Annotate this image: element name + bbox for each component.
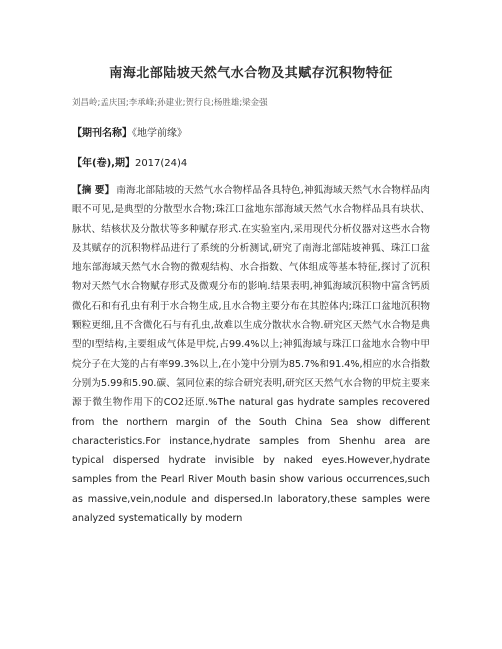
year-issue-value: 2017(24)4 <box>134 158 188 169</box>
abstract-label: 【摘 要】 <box>72 185 115 196</box>
year-issue-field <box>72 154 432 169</box>
journal-label: 【期刊名称】 <box>72 128 132 139</box>
journal-field <box>72 124 432 139</box>
journal-value: 《地学前缘》 <box>132 128 187 139</box>
year-issue-label: 【年(卷),期】 <box>72 158 135 169</box>
abstract-text: 南海北部陆坡的天然气水合物样品各具特色,神狐海域天然气水合物样品肉眼不可见,是典型的分散型水合物;珠江口盆地东部海域天然气水合物样品具有块状、脉状、结核状及分散状等多种赋存形式.在实验室内,采用现代分析仪器对这些水合物及其赋存的沉积物样品进行了系统的分析测试,研究了南海北部陆坡神狐、珠江口盆地东部海域天然气水合物的微观结构、水合指数、气体组成等基本特征,探讨了沉积物对天然气水合物赋存形式及微观分布的影响.结果表明,神狐海域沉积物中富含钙质微化石和有孔虫有利于水合物生成,且水合物主要分布在其腔体内;珠江口盆地沉积物颗粒更细,且不含微化石与有孔虫,故难以生成分散状水合物.研究区天然气水合物是典型的Ⅰ型结构,主要组成气体是甲烷,占99.4%以上;神狐海域与珠江口盆地水合物中甲烷分子在大笼的占有率99.3%以上,在小笼中分别为85.7%和91.4%,相应的水合指数分别为5.99和5.90.碳、氢同位素的综合研究表明,研究区天然气水合物的甲烷主要来源于微生物作用下的CO2还原.%The natural gas hydrate samples recovered from the northern margin of the South China Sea show different characteristics.For instance,hydrate samples from Shenhu area are typical dispersed hydrate invisible by naked eyes.However,hydrate samples from the Pearl River Mouth basin show various occurrences,such as massive,vein,nodule and dispersed.In laboratory,these samples were analyzed systematically by modern <box>72 185 430 525</box>
abstract-block <box>72 181 430 528</box>
author-list: 刘昌岭;孟庆国;李承峰;孙建业;贺行良;杨胜雄;梁金强 <box>72 98 268 108</box>
paper-title: 南海北部陆坡天然气水合物及其赋存沉积物特征 <box>109 66 393 81</box>
